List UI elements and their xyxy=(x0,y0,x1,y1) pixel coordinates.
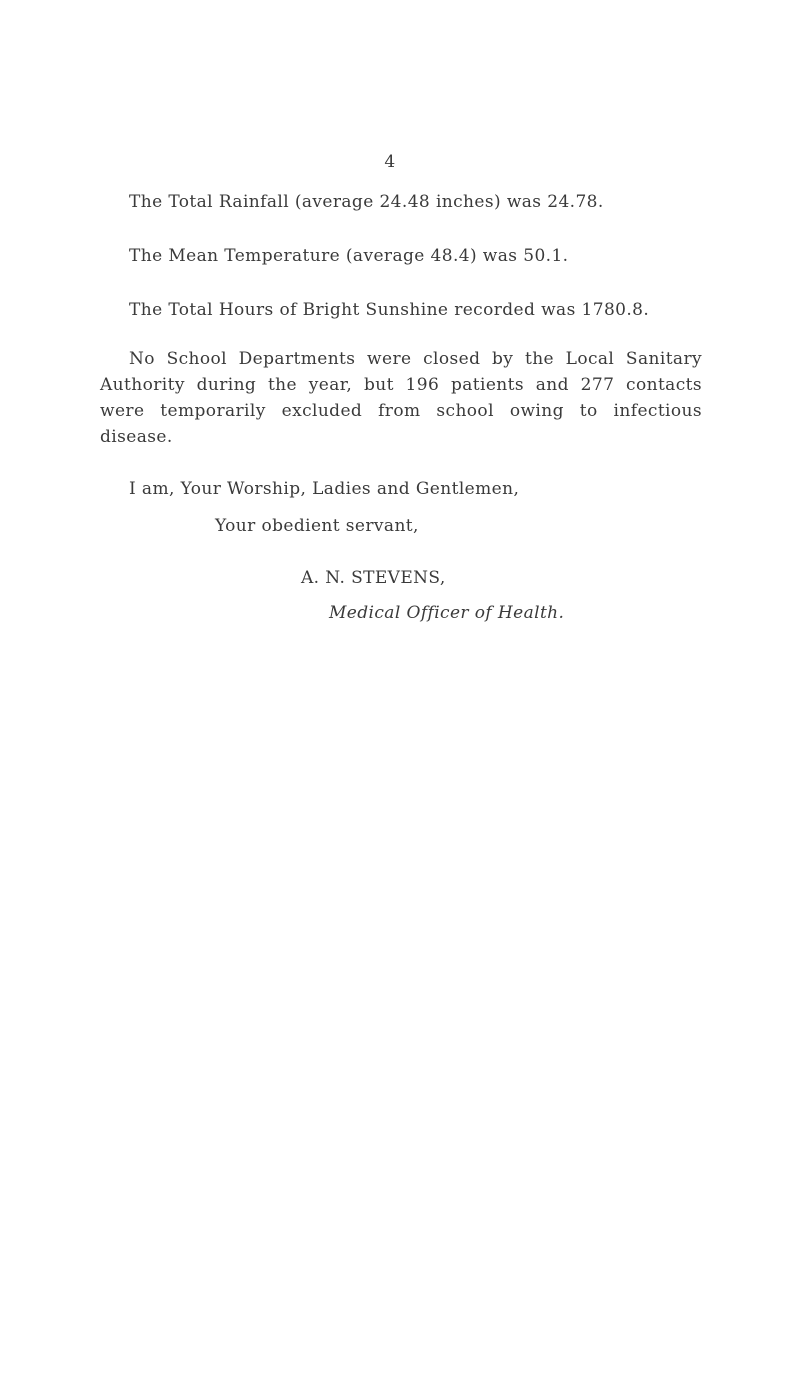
signature-title: Medical Officer of Health. xyxy=(329,603,565,623)
school-closures-paragraph xyxy=(100,346,702,450)
rainfall-statement: The Total Rainfall (average 24.48 inches) was 24.78. xyxy=(129,192,604,212)
paragraph-line: disease. xyxy=(100,427,173,447)
signature-name: A. N. STEVENS, xyxy=(301,568,446,588)
page-number: 4 xyxy=(384,152,396,172)
paragraph-line: No School Departments were closed by the Local Sanitary xyxy=(129,349,702,369)
closing-valediction: Your obedient servant, xyxy=(215,516,419,536)
paragraph-line: Authority during the year, but 196 patients and 277 contacts xyxy=(100,375,702,395)
sunshine-statement: The Total Hours of Bright Sunshine recorded was 1780.8. xyxy=(129,300,650,320)
closing-salutation: I am, Your Worship, Ladies and Gentlemen, xyxy=(129,479,520,499)
paragraph-line: were temporarily excluded from school owing to infectious xyxy=(100,401,702,421)
temperature-statement: The Mean Temperature (average 48.4) was 50.1. xyxy=(129,246,569,266)
